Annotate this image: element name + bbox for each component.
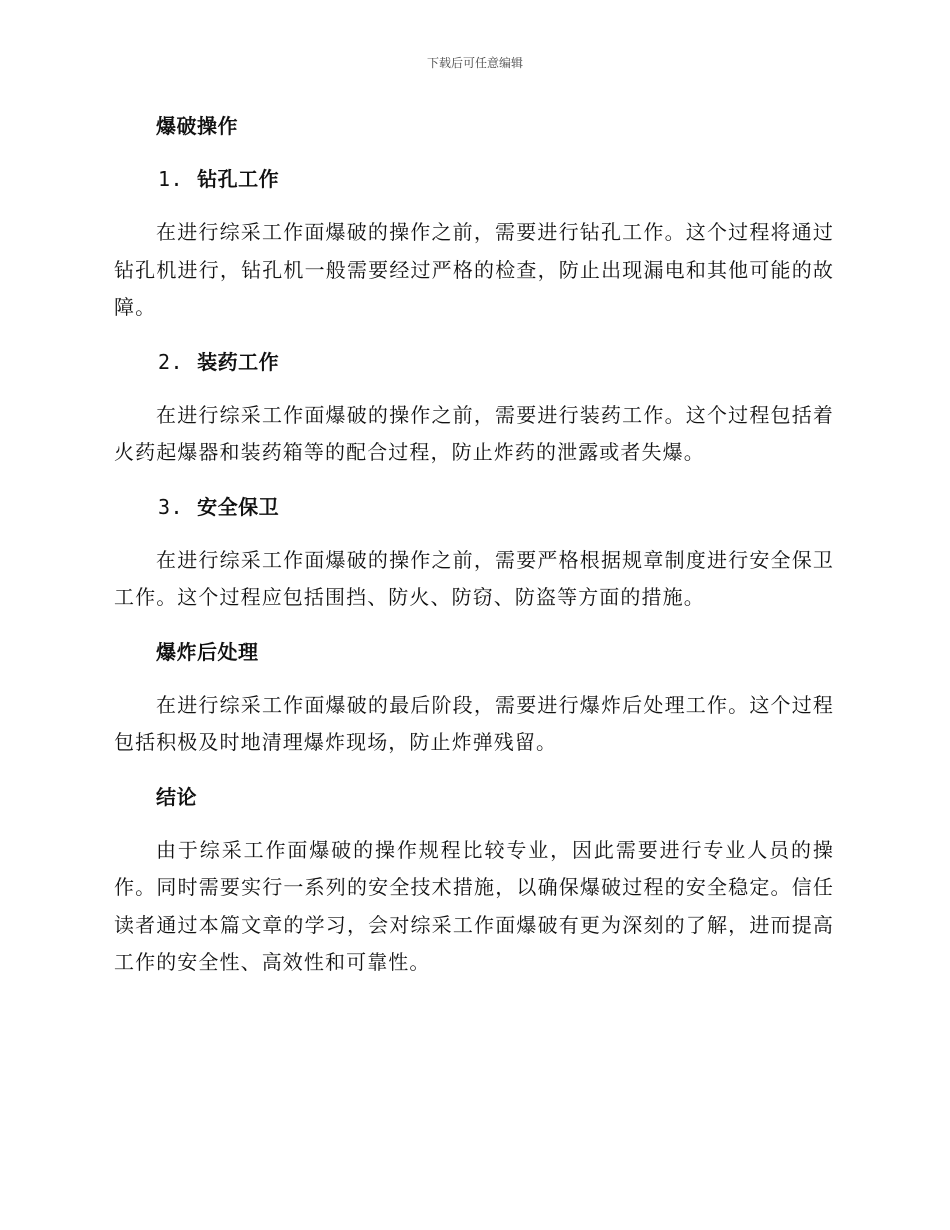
section-heading-post-blast: 爆炸后处理 bbox=[156, 639, 259, 664]
subsection-title: 钻孔工作 bbox=[197, 167, 280, 191]
paragraph-security: 在进行综采工作面爆破的操作之前，需要严格根据规章制度进行安全保卫工作。这个过程应包括围挡、防火、防窃、防盗等方面的措施。 bbox=[114, 547, 834, 609]
section-heading-conclusion: 结论 bbox=[156, 784, 197, 809]
subsection-title: 安全保卫 bbox=[197, 494, 280, 519]
subsection-title: 装药工作 bbox=[197, 349, 280, 374]
subsection-number: 1. bbox=[158, 167, 184, 191]
subsection-heading-security bbox=[114, 489, 834, 525]
section-heading-blasting-operation: 爆破操作 bbox=[156, 114, 238, 138]
paragraph-post-blast: 在进行综采工作面爆破的最后阶段，需要进行爆炸后处理工作。这个过程包括积极及时地清理爆炸现场，防止炸弹残留。 bbox=[114, 692, 834, 754]
subsection-heading-drilling bbox=[114, 161, 834, 197]
document-body bbox=[114, 108, 834, 999]
subsection-number: 2. bbox=[158, 349, 184, 374]
subsection-number: 3. bbox=[158, 494, 184, 519]
paragraph-charging: 在进行综采工作面爆破的操作之前，需要进行装药工作。这个过程包括着火药起爆器和装药箱等的配合过程，防止炸药的泄露或者失爆。 bbox=[114, 402, 834, 464]
paragraph-drilling: 在进行综采工作面爆破的操作之前，需要进行钻孔工作。这个过程将通过钻孔机进行，钻孔机一般需要经过严格的检查，防止出现漏电和其他可能的故障。 bbox=[114, 220, 834, 319]
page-header-note: 下载后可任意编辑 bbox=[426, 56, 523, 70]
subsection-heading-charging bbox=[114, 344, 834, 380]
paragraph-conclusion: 由于综采工作面爆破的操作规程比较专业，因此需要进行专业人员的操作。同时需要实行一系列的安全技术措施，以确保爆破过程的安全稳定。信任读者通过本篇文章的学习，会对综采工作面爆破有更为深刻的了解，进而提高工作的安全性、高效性和可靠性。 bbox=[114, 837, 834, 974]
